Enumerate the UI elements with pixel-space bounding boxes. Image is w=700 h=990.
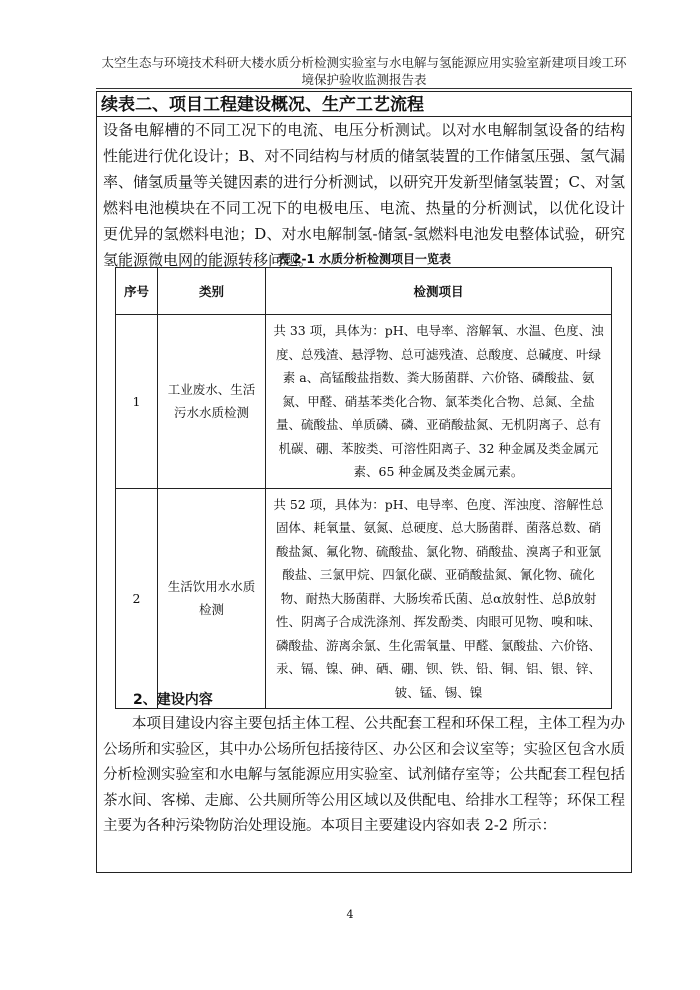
water-quality-table: [115, 267, 612, 709]
construction-paragraph: 本项目建设内容主要包括主体工程、公共配套工程和环保工程，主体工程为办公场所和实验区，其中办公场所包括接待区、办公区和会议室等；实验区包含水质分析检测实验室和水电解与氢能源应用实验室、试剂储存室等；公共配套工程包括茶水间、客梯、走廊、公共厕所等公用区域以及供配电、给排水工程等；环保工程主要为各种污染物防治处理设施。本项目主要建设内容如表 2-2 所示：: [103, 716, 625, 834]
row-index: 2: [116, 488, 158, 709]
table-header-row: [116, 268, 612, 315]
intro-paragraph: 设备电解槽的不同工况下的电流、电压分析测试。以对水电解制氢设备的结构性能进行优化设计；B、对不同结构与材质的储氢装置的工作储氢压强、氢气漏率、储氢质量等关键因素的进行分析测试，以研究开发新型储氢装置；C、对氢燃料电池模块在不同工况下的电极电压、电流、热量的分析测试，以优化设计更优异的氢燃料电池；D、对水电解制氢-储氢-氢燃料电池发电整体试验，研究氢能源微电网的能源转移问题。: [103, 121, 625, 269]
construction-title: 2、建设内容: [133, 692, 213, 708]
header-index: 序号: [116, 268, 158, 315]
table-row: [116, 315, 612, 489]
report-header: 太空生态与环境技术科研大楼水质分析检测实验室与水电解与氢能源应用实验室新建项目竣工环境保护验收监测报告表: [101, 55, 627, 87]
row-category: 工业废水、生活污水水质检测: [158, 315, 266, 489]
table-row: [116, 488, 612, 709]
row-items: 共 52 项，具体为：pH、电导率、色度、浑浊度、溶解性总固体、耗氧量、氨氮、总硬度、总大肠菌群、菌落总数、硝酸盐氮、氟化物、硫酸盐、氯化物、硝酸盐、溴离子和亚氯酸盐、三氯甲烷、四氯化碳、亚硝酸盐氮、氰化物、硫化物、耐热大肠菌群、大肠埃希氏菌、总α放射性、总β放射性、阴离子合成洗涤剂、挥发酚类、肉眼可见物、嗅和味、磷酸盐、游离余氯、生化需氧量、甲醛、氯酸盐、六价铬、汞、镉、镍、砷、硒、硼、钡、铁、铅、铜、铝、银、锌、铍、锰、锡、镍: [266, 488, 612, 709]
header-category: 类别: [158, 268, 266, 315]
page-number: 4: [346, 908, 354, 921]
section-title: 续表二、项目工程建设概况、生产工艺流程: [101, 95, 424, 115]
row-index: 1: [116, 315, 158, 489]
row-items: 共 33 项，具体为：pH、电导率、溶解氧、水温、色度、浊度、总残渣、悬浮物、总可滤残渣、总酸度、总碱度、叶绿素 a、高锰酸盐指数、粪大肠菌群、六价铬、磷酸盐、氨氮、甲醛、硝基苯类化合物、氯苯类化合物、总氮、全盐量、硫酸盐、单质磷、磷、亚硝酸盐氮、无机阴离子、总有机碳、硼、苯胺类、可溶性阳离子、32 种金属及类金属元素、65 种金属及类金属元素。: [266, 315, 612, 489]
header-items: 检测项目: [266, 268, 612, 315]
header-divider: [96, 88, 632, 89]
table-caption: 表 2-1 水质分析检测项目一览表: [276, 252, 452, 266]
row-category: 生活饮用水水质检测: [158, 488, 266, 709]
